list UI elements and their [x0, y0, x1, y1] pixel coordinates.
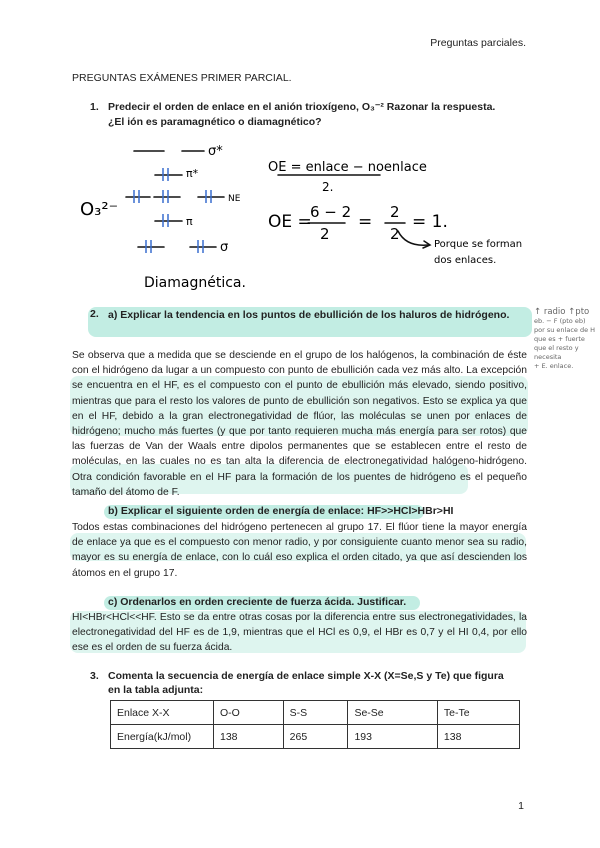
q1-line2: ¿El ión es paramagnético o diamagnético? — [108, 116, 322, 128]
margin-note-line: + E. enlace. — [534, 362, 574, 370]
q2-number: 2. — [90, 308, 99, 320]
formula-2-result: = 1. — [412, 212, 448, 232]
note-line-2: dos enlaces. — [434, 255, 497, 266]
q1-line1: Predecir el orden de enlace en el anión trioxígeno, O₃⁻² Razonar la respuesta. — [108, 101, 496, 113]
pi-star-label: π* — [186, 167, 199, 180]
table-cell: 138 — [437, 725, 519, 749]
margin-note-line: que el resto y necesita — [534, 344, 579, 361]
q3-line1: Comenta la secuencia de energía de enlace simple X-X (X=Se,S y Te) que figura — [108, 670, 504, 682]
margin-note-line: eb. − F (pto eb) — [534, 317, 586, 325]
q2a-paragraph: Se observa que a medida que se desciende en el grupo de los halógenos, la combinación de éste con el hidrógeno da lugar a un compuesto con punto de ebullición cada vez más alto. La excepción se encuentra en el HF, es el compuesto con el punto de ebullición más elevado, siendo positivo, mientras que para el resto los valores de punto de ebullición son negativos. Esto se explica ya que en el HF, debido a la gran electronegatividad de flúor, las moléculas se unen por enlaces de hidrógeno; mucho más fuertes (y que por tanto requieren mucha más energía para ser rotos) que las fuerzas de Van der Waals entre dipolos permanentes que se establecen entre el resto de moléculas, en las cuales no es tan alta la diferencia de electronegatividad halógeno-hidrógeno. Otra condición favorable en el HF para la formación de los puentes de hidrógeno es el pequeño tamaño del átomo de F. — [72, 350, 527, 498]
table-cell: S-S — [283, 701, 348, 725]
formula-1-denominator: 2. — [322, 180, 334, 194]
bond-energy-table — [110, 700, 520, 749]
ne-label: NE — [228, 194, 241, 204]
table-cell: O-O — [214, 701, 284, 725]
table-cell: 193 — [348, 725, 437, 749]
note-line-1: Porque se forman — [434, 239, 523, 250]
q1-number: 1. — [90, 101, 99, 113]
q2c-heading: c) Ordenarlos en orden creciente de fuerza ácida. Justificar. — [108, 596, 407, 608]
margin-note — [534, 308, 598, 371]
table-row — [111, 725, 520, 749]
margin-note-line: ↑ radio ↑pto — [534, 307, 590, 317]
table-cell: Energía(kJ/mol) — [111, 725, 214, 749]
q2-heading: a) Explicar la tendencia en los puntos de ebullición de los haluros de hidrógeno. — [108, 309, 510, 321]
pi-label: π — [186, 215, 193, 228]
formula-1: OE = enlace − noenlace — [268, 160, 427, 175]
table-cell: 265 — [283, 725, 348, 749]
table-cell: Te-Te — [437, 701, 519, 725]
mo-diagram-sketch — [60, 135, 530, 300]
formula-2-lhs: OE = — [268, 212, 312, 232]
q3-line2: en la tabla adjunta: — [108, 684, 204, 696]
document-title: PREGUNTAS EXÁMENES PRIMER PARCIAL. — [72, 72, 292, 84]
margin-note-line: por su enlace de H — [534, 326, 596, 334]
q2c-paragraph: HI<HBr<HCl<<HF. Esto se da entre otras cosas por la diferencia entre sus electronegatividades, la electronegatividad del HF es de 1,9, mientras que el HCl es 0,9, el HBr es 0,7 y el HI 0,4, por ello ese es el orden de su fuerza ácida. — [72, 612, 527, 654]
formula-2-equals: = — [358, 212, 373, 232]
table-cell: 138 — [214, 725, 284, 749]
ion-label: O₃²⁻ — [80, 199, 119, 220]
formula-2-denominator: 2 — [320, 225, 330, 243]
table-row — [111, 701, 520, 725]
formula-2-denominator-2: 2 — [390, 225, 400, 243]
margin-note-line: que es + fuerte — [534, 335, 585, 343]
formula-2-numerator: 6 − 2 — [310, 203, 352, 221]
running-header: Preguntas parciales. — [430, 37, 526, 49]
diamagnetic-label: Diamagnética. — [144, 275, 246, 291]
sigma-star-label: σ* — [208, 144, 223, 159]
table-cell: Se-Se — [348, 701, 437, 725]
q3-number: 3. — [90, 670, 99, 682]
table-cell: Enlace X-X — [111, 701, 214, 725]
q2b-paragraph: Todos estas combinaciones del hidrógeno pertenecen al grupo 17. El flúor tiene la mayor energía de enlace ya que es el compuesto con menor radio, y por consiguiente cuanto menor sea su radio, mayor es su energía de enlace, con lo cuál eso explica el orden citado, ya que así descienden los átomos en el grupo 17. — [72, 522, 527, 579]
page-number: 1 — [518, 800, 524, 812]
sigma-label: σ — [220, 240, 229, 255]
q2b-heading: b) Explicar el siguiente orden de energía de enlace: HF>>HCl>HBr>HI — [108, 505, 454, 517]
formula-2-numerator-2: 2 — [390, 203, 400, 221]
